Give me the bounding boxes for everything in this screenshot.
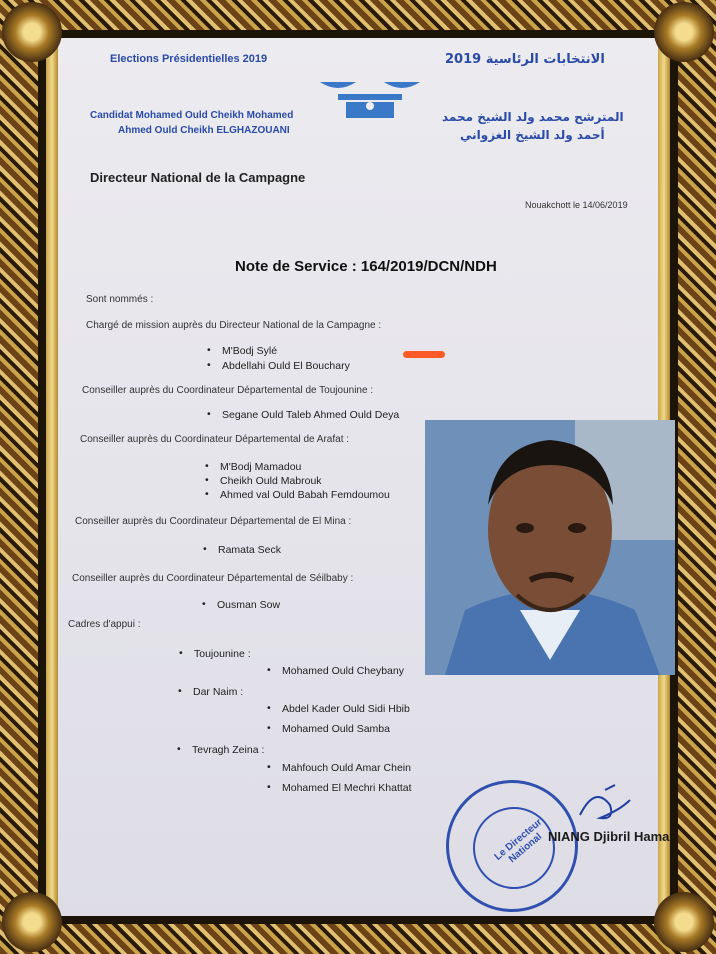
elections-title-fr: Elections Présidentielles 2019 xyxy=(110,53,268,65)
signatory-name: NIANG Djibril Hama xyxy=(548,829,670,844)
balance-scale-logo xyxy=(318,78,422,122)
list-item: • Abdel Kader Ould Sidi Hbib xyxy=(282,703,410,715)
orange-highlight-mark xyxy=(403,351,445,358)
list-item: • Ramata Seck xyxy=(218,544,281,556)
section-5-title: Conseiller auprès du Coordinateur Départemental de Séilbaby : xyxy=(72,573,354,584)
list-item: • Cheikh Ould Mabrouk xyxy=(220,475,322,487)
left-gold-strip xyxy=(46,38,58,916)
list-item: • Ahmed val Ould Babah Femdoumou xyxy=(220,489,390,501)
corner-ornament-br xyxy=(654,892,714,952)
corner-ornament-tl xyxy=(2,2,62,62)
candidate-ar-line2: أحمد ولد الشيخ الغزواني xyxy=(460,128,605,142)
place-date: Nouakchott le 14/06/2019 xyxy=(525,200,628,210)
list-item: • Abdellahi Ould El Bouchary xyxy=(222,360,350,372)
candidate-fr-line2: Ahmed Ould Cheikh ELGHAZOUANI xyxy=(118,125,290,136)
candidate-ar-line1: المترشح محمد ولد الشيخ محمد xyxy=(442,110,624,124)
official-stamp xyxy=(446,780,578,912)
list-item: • M'Bodj Sylé xyxy=(222,345,277,357)
list-item: • Mohamed El Mechri Khattat xyxy=(282,782,412,794)
list-item: • Mohamed Ould Cheybany xyxy=(282,665,404,677)
section-2-title: Conseiller auprès du Coordinateur Départemental de Toujounine : xyxy=(82,385,374,396)
intro-text: Sont nommés : xyxy=(86,294,154,305)
handwritten-signature xyxy=(575,780,635,830)
corner-ornament-tr xyxy=(654,2,714,62)
corner-ornament-bl xyxy=(2,892,62,952)
note-title: Note de Service : 164/2019/DCN/NDH xyxy=(235,258,497,275)
area-label-toujounine: • Toujounine : xyxy=(194,648,251,660)
list-item: • Ousman Sow xyxy=(217,599,280,611)
portrait-photo xyxy=(425,420,675,675)
area-label-darnaim: • Dar Naim : xyxy=(193,686,243,698)
director-title: Directeur National de la Campagne xyxy=(90,170,306,185)
elections-title-ar: الانتخابات الرئاسية 2019 xyxy=(445,52,605,67)
list-item: • Segane Ould Taleb Ahmed Ould Deya xyxy=(222,409,399,421)
list-item: • Mahfouch Ould Amar Chein xyxy=(282,762,411,774)
list-item: • Mohamed Ould Samba xyxy=(282,723,390,735)
list-item: • M'Bodj Mamadou xyxy=(220,461,301,473)
stamp-text: Le Directeur National xyxy=(492,816,545,866)
area-label-tevragh: • Tevragh Zeina : xyxy=(192,744,264,756)
section-6-title: Cadres d'appui : xyxy=(68,619,141,630)
section-3-title: Conseiller auprès du Coordinateur Départemental de Arafat : xyxy=(80,434,350,445)
candidate-fr-line1: Candidat Mohamed Ould Cheikh Mohamed xyxy=(90,110,294,121)
section-1-title: Chargé de mission auprès du Directeur National de la Campagne : xyxy=(86,320,382,331)
section-4-title: Conseiller auprès du Coordinateur Départemental de El Mina : xyxy=(75,516,352,527)
